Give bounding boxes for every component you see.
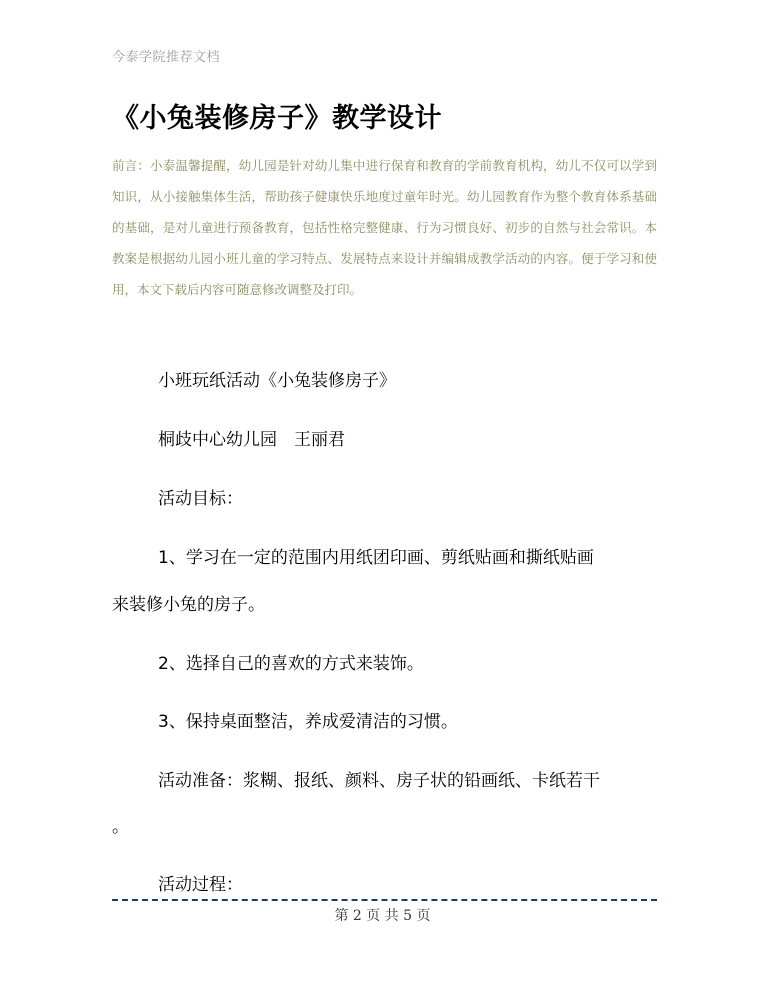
process-heading: 活动过程： — [158, 875, 243, 895]
preparation-line-1: 活动准备：浆糊、报纸、颜料、房子状的铅画纸、卡纸若干 — [158, 771, 600, 791]
preparation-line-2: 。 — [112, 817, 129, 837]
document-title: 《小兔装修房子》教学设计 — [112, 103, 442, 134]
preface-paragraph: 前言：小泰温馨提醒，幼儿园是针对幼儿集中进行保育和教育的学前教育机构，幼儿不仅可以学到知识，从小接触集体生活，帮助孩子健康快乐地度过童年时光。幼儿园教育作为整个教育体系基础的基础，是对儿童进行预备教育，包括性格完整健康、行为习惯良好、初步的自然与社会常识。本教案是根据幼儿园小班儿童的学习特点、发展特点来设计并编辑成教学活动的内容。便于学习和使用，本文下载后内容可随意修改调整及打印。 — [112, 158, 657, 297]
author-line: 桐歧中心幼儿园 王丽君 — [158, 430, 345, 450]
document-source-header: 今泰学院推荐文档 — [112, 50, 221, 65]
goal-2-line: 2、选择自己的喜欢的方式来装饰。 — [158, 654, 424, 674]
activity-title: 小班玩纸活动《小兔装修房子》 — [158, 371, 396, 391]
goals-heading: 活动目标： — [158, 489, 243, 509]
goal-1-line-2: 来装修小兔的房子。 — [112, 595, 265, 615]
goal-3-line: 3、保持桌面整洁，养成爱清洁的习惯。 — [158, 712, 458, 732]
footer-divider — [112, 899, 657, 901]
goal-1-line-1: 1、学习在一定的范围内用纸团印画、剪纸贴画和撕纸贴画 — [158, 548, 594, 568]
page-number: 第 2 页 共 5 页 — [334, 908, 431, 924]
